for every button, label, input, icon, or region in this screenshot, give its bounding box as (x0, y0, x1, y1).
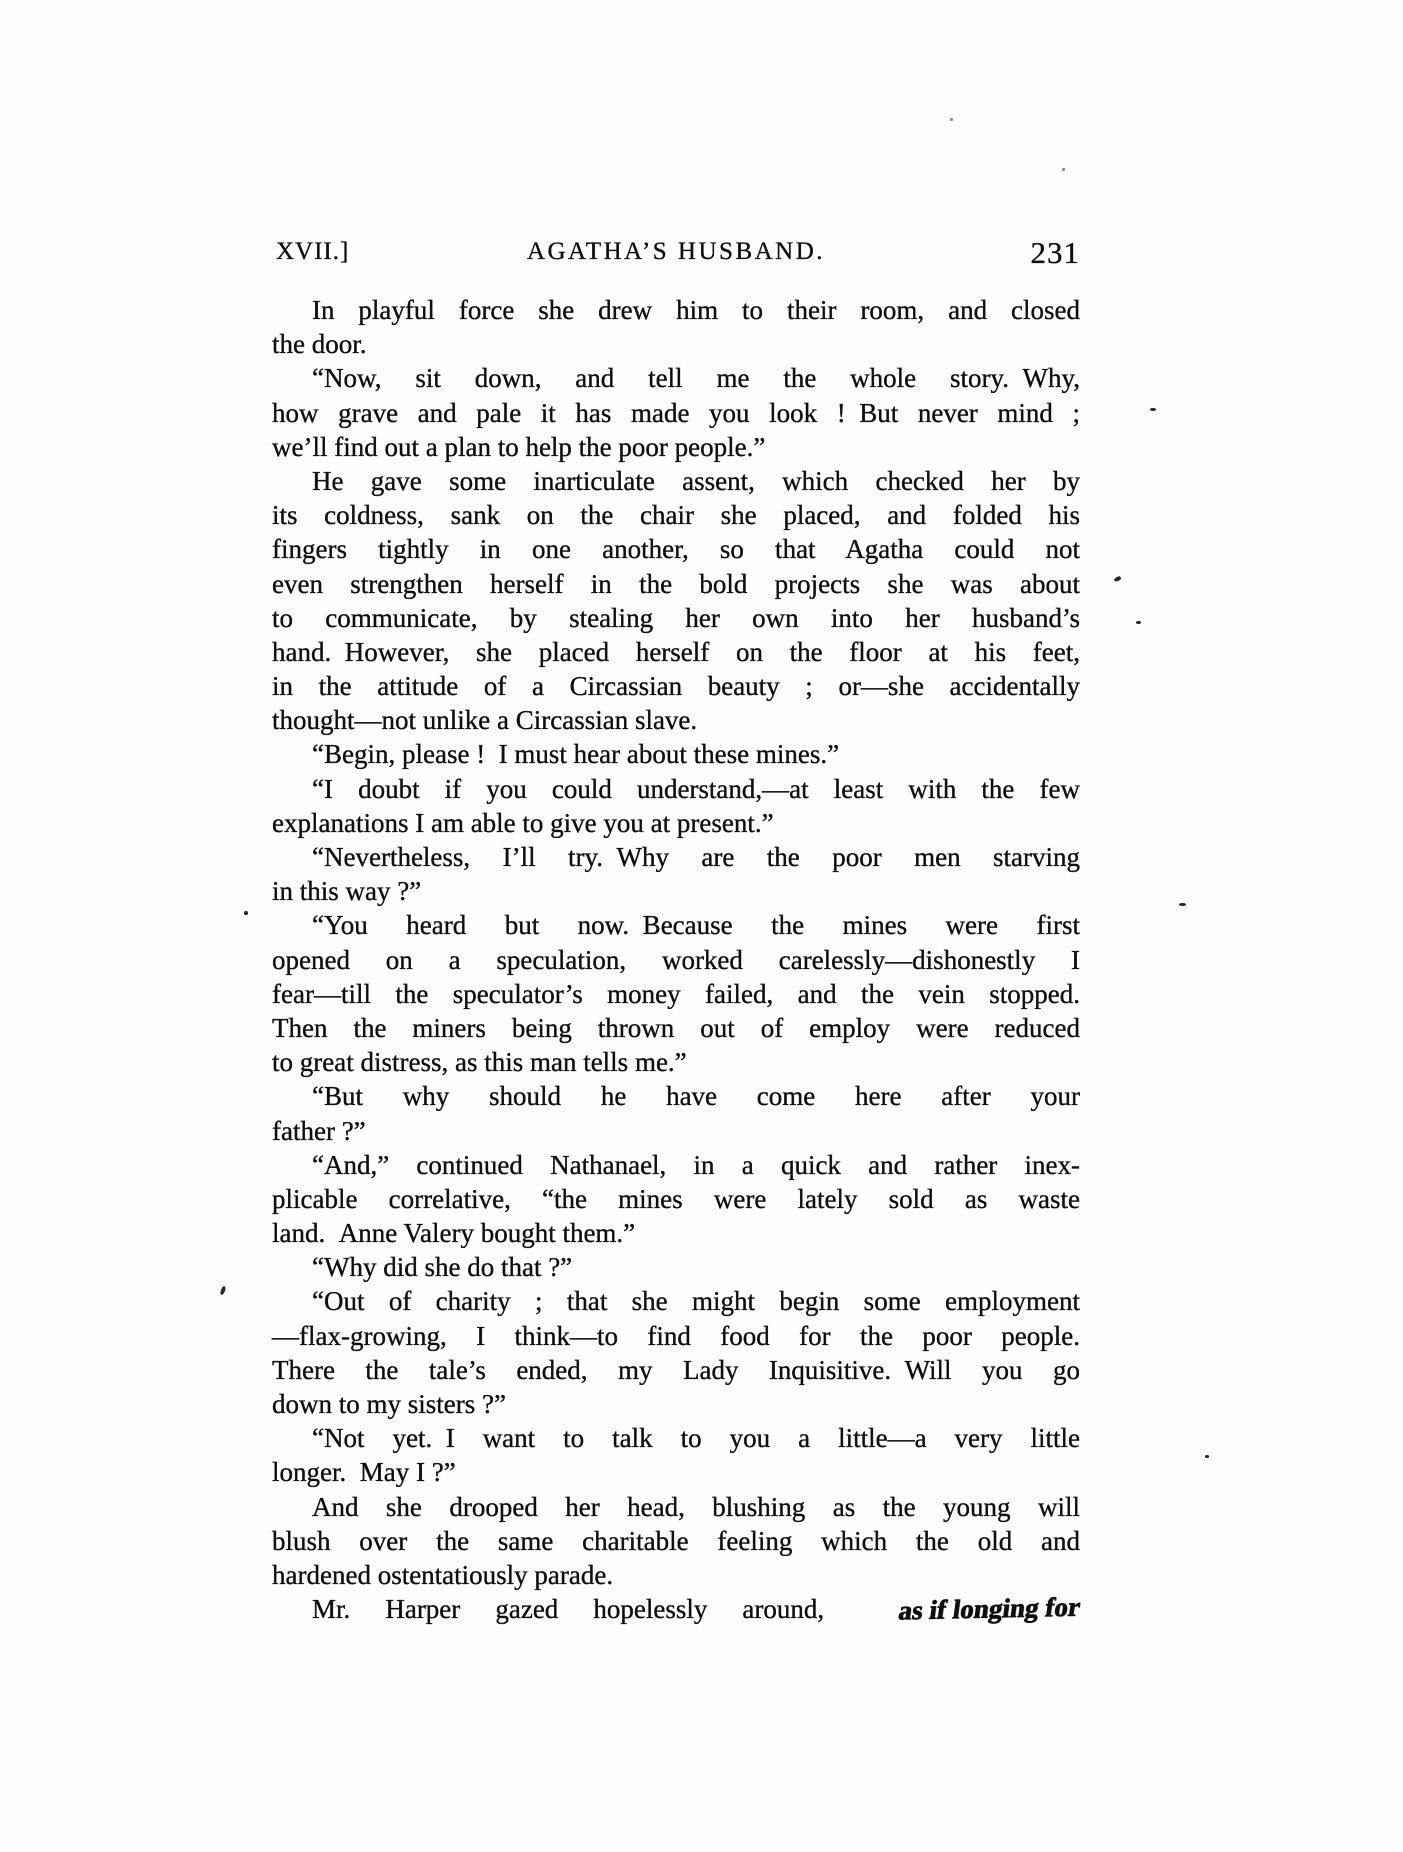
text-line: the door. (272, 329, 367, 360)
text-line: “You heard but now. Because the mines were first (312, 910, 1080, 941)
text-line: “Not yet. I want to talk to you a little—a very little (312, 1423, 1080, 1454)
paragraph (272, 1490, 1080, 1593)
text-line: to communicate, by stealing her own into her husband’s (272, 602, 1080, 633)
text-line: plicable correlative, “the mines were lately sold as waste (272, 1183, 1080, 1214)
text-line: we’ll find out a plan to help the poor people.” (272, 431, 766, 462)
running-header (272, 228, 1080, 268)
text-line: “But why should he have come here after your (312, 1081, 1080, 1112)
paragraph (272, 1250, 1080, 1284)
text-line: “I doubt if you could understand,—at least with the few (312, 773, 1080, 804)
text-line: how grave and pale it has made you look ! But never mind ; (272, 397, 1080, 428)
paragraph (272, 1148, 1080, 1251)
text-line: explanations I am able to give you at present.” (272, 807, 774, 838)
text-line: “And,” continued Nathanael, in a quick and rather inex- (312, 1149, 1080, 1180)
paragraph (272, 908, 1080, 1079)
text-line: “Now, sit down, and tell me the whole story. Why, (312, 363, 1080, 394)
scan-speck (1150, 408, 1156, 411)
paragraph (272, 361, 1080, 464)
text-line: “Out of charity ; that she might begin some employment (312, 1286, 1080, 1317)
page-number: 231 (1030, 235, 1080, 270)
text-line: even strengthen herself in the bold projects she was about (272, 568, 1080, 599)
text-line: fear—till the speculator’s money failed, and the vein stopped. (272, 978, 1080, 1009)
paragraph (272, 464, 1080, 738)
text-line: There the tale’s ended, my Lady Inquisitive. Will you go (272, 1354, 1080, 1385)
paragraph (272, 1079, 1080, 1147)
text-line: fingers tightly in one another, so that Agatha could not (272, 534, 1080, 565)
text-line (272, 1591, 1083, 1626)
scan-speck (950, 118, 953, 121)
text-line: opened on a speculation, worked carelessly—dishonestly I (272, 944, 1080, 975)
scan-speck (1136, 621, 1141, 624)
scan-speck (244, 911, 248, 915)
page-body (272, 293, 1083, 1626)
paragraph (272, 1591, 1083, 1626)
text-line: “Begin, please ! I must hear about these mines.” (312, 739, 840, 770)
text-line: longer. May I ?” (272, 1457, 456, 1488)
text-line: in this way ?” (272, 876, 422, 907)
text-line: He gave some inarticulate assent, which checked her by (312, 465, 1080, 496)
text-line: hardened ostentatiously parade. (272, 1559, 614, 1590)
text-line: And she drooped her head, blushing as the young will (312, 1491, 1080, 1522)
text-line: blush over the same charitable feeling which the old and (272, 1525, 1080, 1556)
paragraph (272, 1284, 1080, 1421)
scan-speck (1205, 1455, 1209, 1458)
scan-speck (1062, 168, 1065, 171)
text-line: hand. However, she placed herself on the floor at his feet, (272, 636, 1080, 667)
text-line: Then the miners being thrown out of employ were reduced (272, 1012, 1080, 1043)
text-line: its coldness, sank on the chair she placed, and folded his (272, 500, 1080, 531)
paragraph (272, 840, 1080, 908)
text-line: “Why did she do that ?” (312, 1252, 573, 1283)
text-line: father ?” (272, 1115, 366, 1146)
text-line: In playful force she drew him to their room, and closed (312, 295, 1080, 325)
text-line: in the attitude of a Circassian beauty ; or—she accidentally (272, 671, 1080, 702)
paragraph (272, 737, 1080, 771)
text-line: to great distress, as this man tells me.” (272, 1047, 687, 1078)
scan-speck (1113, 576, 1121, 583)
running-title: AGATHA’S HUSBAND. (526, 238, 826, 265)
text-line: down to my sisters ?” (272, 1389, 506, 1419)
text-line: —flax-growing, I think—to find food for the poor people. (272, 1320, 1080, 1351)
text-line: “Nevertheless, I’ll try. Why are the poor men starving (312, 842, 1080, 872)
scan-speck (220, 1286, 227, 1296)
last-line-start: Mr. Harper gazed hopelessly around, (312, 1594, 825, 1625)
chapter-marker: XVII.] (276, 238, 350, 265)
paragraph (272, 293, 1080, 361)
text-line: thought—not unlike a Circassian slave. (272, 705, 698, 736)
scan-speck (1179, 903, 1186, 906)
paragraph (272, 772, 1080, 840)
text-line: land. Anne Valery bought them.” (272, 1218, 636, 1249)
smudged-print-text: as if longing for (896, 1591, 1083, 1626)
paragraph (272, 1421, 1080, 1489)
